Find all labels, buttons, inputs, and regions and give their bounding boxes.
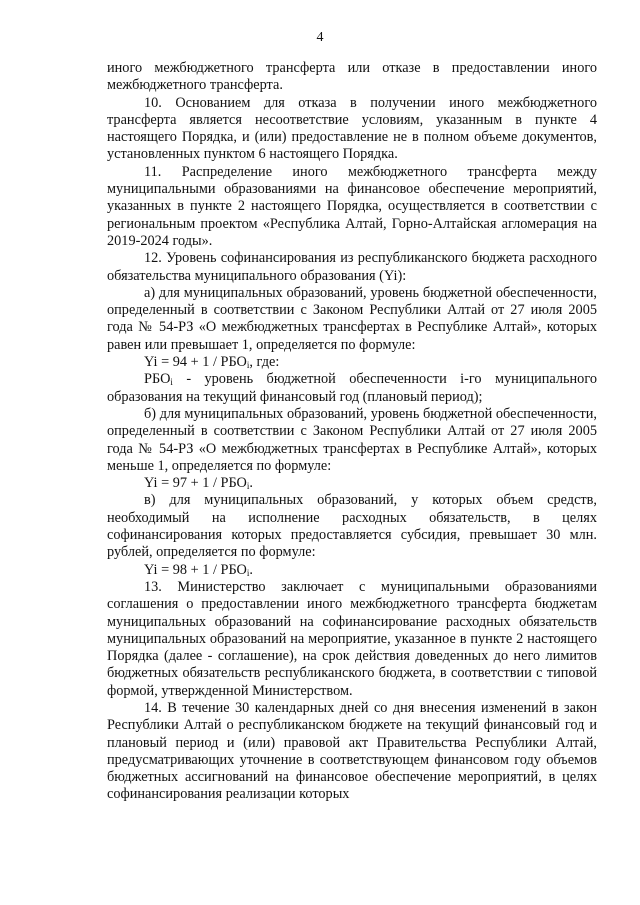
formula-text: Yi = 97 + 1 / РБО: [144, 475, 247, 492]
formula-a: [107, 354, 597, 371]
paragraph-12: 12. Уровень софинансирования из республиканского бюджета расходного обязательства муниципального образования (Yi):: [107, 250, 597, 284]
document-body: [107, 60, 597, 804]
paragraph-10: 10. Основанием для отказа в получении иного межбюджетного трансферта является несоответствие условиям, указанным в пункте 4 настоящего Порядка, и (или) предоставление не в полном объеме документов, установленных пунктом 6 настоящего Порядка.: [107, 94, 597, 163]
formula-subscript: i: [246, 567, 250, 578]
paragraph-12-b: б) для муниципальных образований, уровень бюджетной обеспеченности, определенный в соответствии с Законом Республики Алтай от 27 июля 2005 года № 54-РЗ «О межбюджетных трансфертах в Республике Алтай», которых меньше 1, определяется по формуле:: [107, 405, 597, 474]
paragraph-continuation: иного межбюджетного трансферта или отказе в предоставлении иного межбюджетного трансферта.: [107, 60, 597, 94]
formula-tail: .: [249, 475, 253, 492]
page-number: 4: [316, 30, 324, 45]
paragraph-12-v: в) для муниципальных образований, у которых объем средств, необходимый на исполнение расходных обязательств, в целях софинансирования которых предоставляется субсидия, превышает 30 млн. рублей, определяется по формуле:: [107, 492, 597, 561]
rbo-definition: [107, 371, 597, 406]
formula-text: Yi = 98 + 1 / РБО: [144, 561, 247, 578]
formula-v: [107, 562, 597, 579]
formula-b: [107, 475, 597, 492]
formula-tail: , где:: [249, 354, 280, 371]
formula-text: Yi = 94 + 1 / РБО: [144, 354, 247, 371]
formula-subscript: i: [246, 481, 250, 492]
definition-subscript: i: [170, 377, 173, 388]
definition-text: - уровень бюджетной обеспеченности i-го муниципального образования на текущий финансовый год (плановый период);: [107, 371, 597, 405]
paragraph-11: 11. Распределение иного межбюджетного трансферта между муниципальными образованиями на финансовое обеспечение мероприятий, указанных в пункте 2 настоящего Порядка, осуществляется в соответствии с региональным проектом «Республика Алтай, Горно-Алтайская агломерация на 2019-2024 годы».: [107, 163, 597, 249]
paragraph-13: 13. Министерство заключает с муниципальными образованиями соглашения о предоставлении иного межбюджетного трансферта бюджетам муниципальных образований на софинансирование расходных обязательств муниципальных образований на мероприятие, указанное в пункте 2 настоящего Порядка (далее - соглашение), на срок действия доведенных до него лимитов бюджетных обязательств республиканского бюджета, в соответствии с типовой формой, утвержденной Министерством.: [107, 578, 597, 699]
definition-term: РБО: [144, 371, 171, 388]
paragraph-14: 14. В течение 30 календарных дней со дня внесения изменений в закон Республики Алтай о республиканском бюджете на текущий финансовый год и плановый период и (или) правовой акт Правительства Республики Алтай, предусматривающих уточнение в соответствующем финансовом году объемов бюджетных ассигнований на финансовое обеспечение мероприятий, в целях софинансирования реализации которых: [107, 699, 597, 803]
paragraph-12-a: а) для муниципальных образований, уровень бюджетной обеспеченности, определенный в соответствии с Законом Республики Алтай от 27 июля 2005 года № 54-РЗ «О межбюджетных трансфертах в Республике Алтай», которых равен или превышает 1, определяется по формуле:: [107, 284, 597, 353]
formula-tail: .: [249, 561, 253, 578]
formula-subscript: i: [246, 360, 250, 371]
